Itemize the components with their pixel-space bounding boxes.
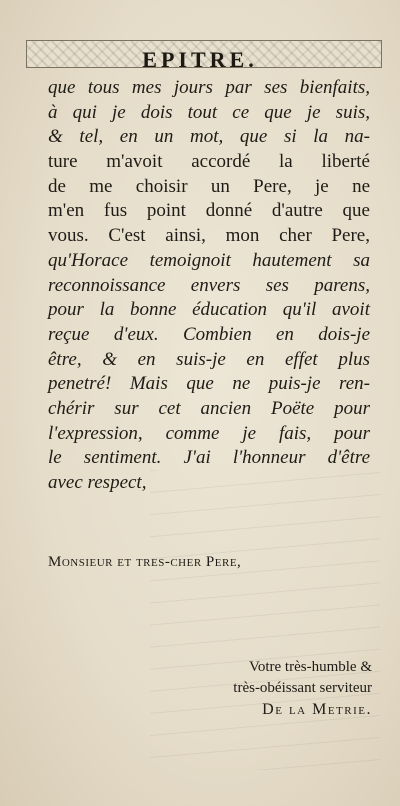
body-line: l'expression, comme je fais, pour bbox=[48, 422, 370, 444]
page-header-title: EPITRE. bbox=[142, 47, 258, 72]
body-line: être, & en suis-je en effet plus bbox=[48, 348, 370, 370]
body-line: pour la bonne éducation qu'il avoit bbox=[48, 299, 370, 321]
body-line: de me choisir un Pere, je ne bbox=[48, 175, 370, 197]
signature-line: très-obéissant serviteur bbox=[233, 680, 372, 696]
body-line: ture m'avoit accordé la liberté bbox=[48, 151, 370, 173]
body-line: qu'Horace temoignoit hautement sa bbox=[48, 249, 370, 271]
salutation: Monsieur et tres-cher Pere, bbox=[48, 554, 242, 570]
show-through-text bbox=[150, 470, 380, 770]
body-line: le sentiment. J'ai l'honneur d'être bbox=[48, 447, 370, 469]
body-line: avec respect, bbox=[48, 472, 147, 493]
body-line: & tel, en un mot, que si la na- bbox=[48, 126, 370, 148]
signature-line: Votre très-humble & bbox=[248, 659, 372, 675]
body-line: m'en fus point donné d'autre que bbox=[48, 200, 370, 222]
signature-block bbox=[172, 657, 372, 720]
body-line: reçue d'eux. Combien en dois-je bbox=[48, 323, 370, 345]
body-line: penetré! Mais que ne puis-je ren- bbox=[48, 373, 370, 395]
body-line: reconnoissance envers ses parens, bbox=[48, 274, 370, 296]
body-line: chérir sur cet ancien Poëte pour bbox=[48, 397, 370, 419]
body-line: que tous mes jours par ses bienfaits, bbox=[48, 77, 370, 98]
body-line: vous. C'est ainsi, mon cher Pere, bbox=[48, 225, 370, 247]
letter-body bbox=[48, 76, 370, 496]
body-line: à qui je dois tout ce que je suis, bbox=[48, 101, 370, 123]
author-name: De la Metrie. bbox=[262, 701, 372, 718]
